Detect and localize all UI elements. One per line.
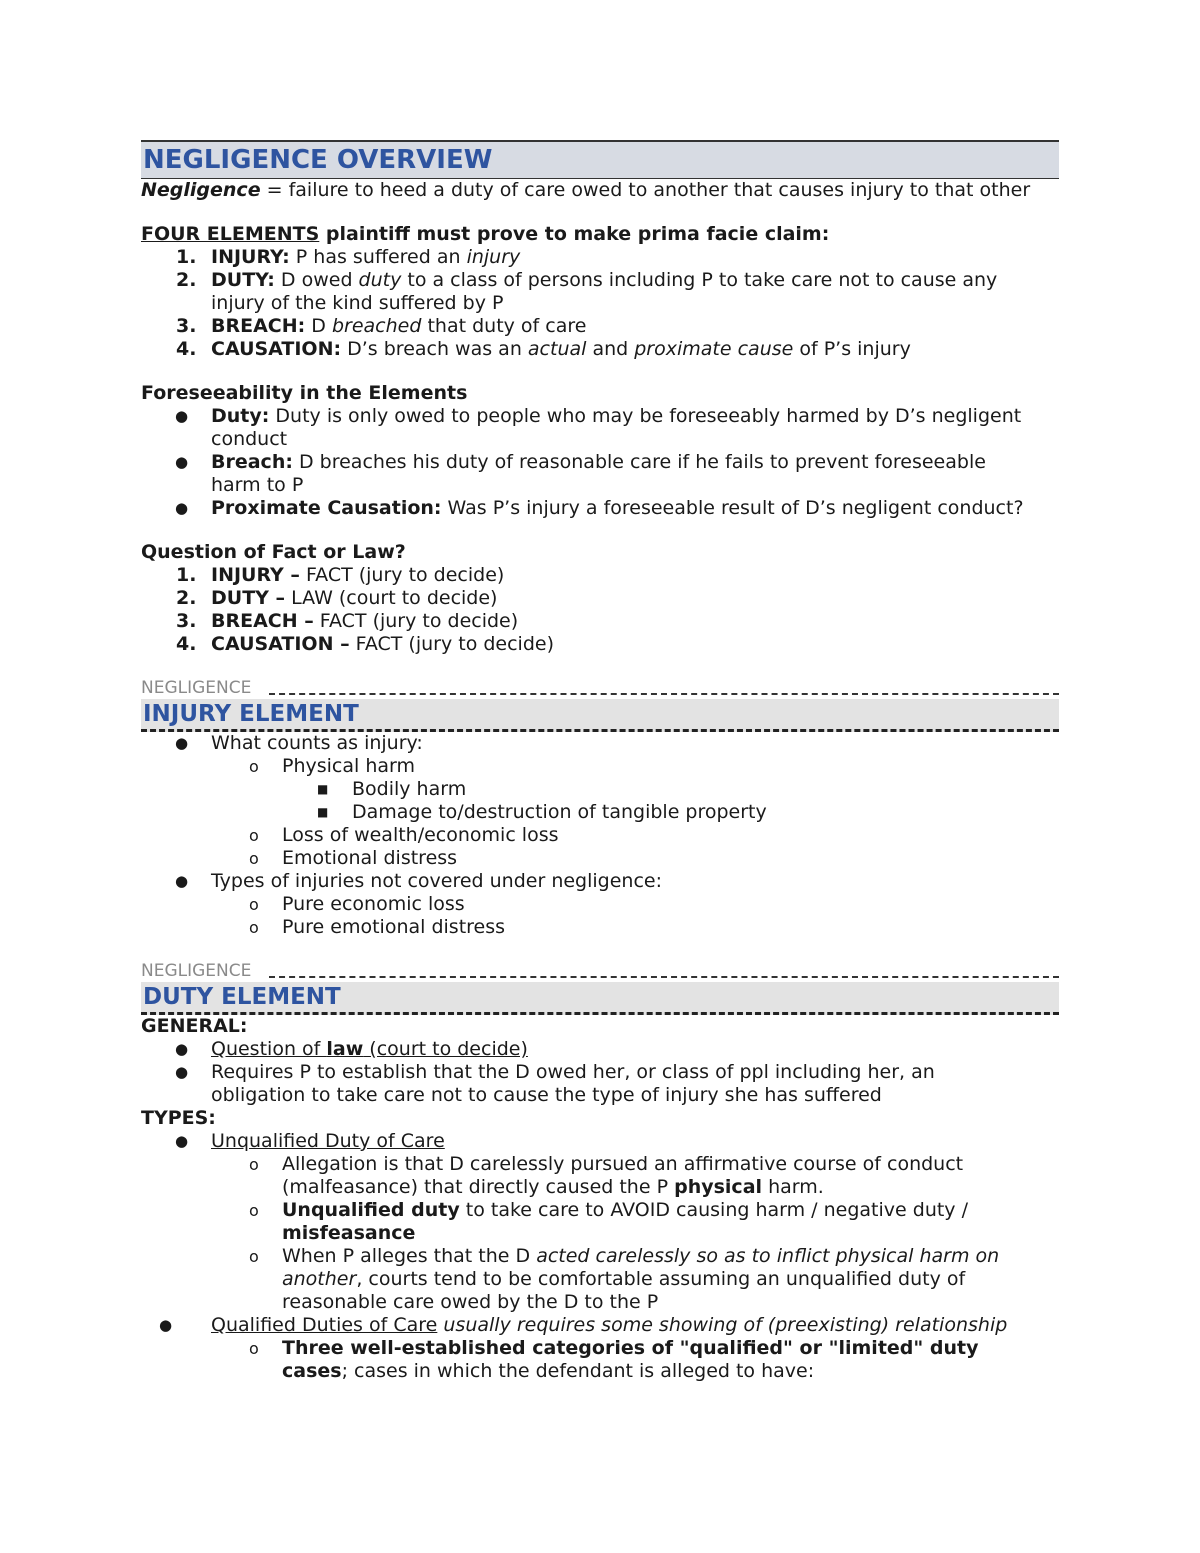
bullet-icon: ●: [175, 499, 189, 517]
document-page: [141, 140, 1059, 1383]
list-item: 1. INJURY: P has suffered an injury: [176, 246, 521, 268]
list-item-continuation: reasonable care owed by the D to the P: [282, 1291, 659, 1313]
list-item-continuation: (malfeasance) that directly caused the P physical harm.: [282, 1176, 824, 1198]
list-item: 4. CAUSATION: D’s breach was an actual and proximate cause of P’s injury: [176, 338, 911, 360]
list-item-continuation: obligation to take care not to cause the type of injury she has suffered: [211, 1084, 882, 1106]
circle-bullet-icon: o: [249, 757, 259, 776]
circle-bullet-icon: o: [249, 826, 259, 845]
circle-bullet-icon: o: [249, 1155, 259, 1174]
section-title-injury: INJURY ELEMENT: [141, 699, 1059, 732]
circle-bullet-icon: o: [249, 849, 259, 868]
negligence-definition: Negligence = failure to heed a duty of care owed to another that causes injury to that other: [141, 179, 1031, 201]
list-item: o Pure emotional distress: [249, 916, 506, 938]
bullet-icon: ●: [175, 1040, 189, 1058]
injury-list: [141, 732, 1059, 939]
square-bullet-icon: ■: [317, 782, 329, 796]
square-bullet-icon: ■: [317, 805, 329, 819]
bullet-icon: ●: [175, 407, 189, 425]
list-item: o Allegation is that D carelessly pursued an affirmative course of conduct: [249, 1153, 964, 1175]
circle-bullet-icon: o: [249, 918, 259, 937]
list-item: ● Proximate Causation: Was P’s injury a foreseeable result of D’s negligent conduct?: [175, 497, 1024, 519]
bullet-icon: ●: [175, 1132, 189, 1150]
list-item: o Unqualified duty to take care to AVOID causing harm / negative duty /: [249, 1199, 968, 1221]
list-item: o Emotional distress: [249, 847, 458, 869]
list-item: ● Question of law (court to decide): [175, 1038, 528, 1060]
list-item: ● Duty: Duty is only owed to people who may be foreseeably harmed by D’s negligent: [175, 405, 1022, 427]
types-list: [141, 1130, 1059, 1383]
list-item: 1. INJURY – FACT (jury to decide): [176, 564, 505, 586]
list-item: ● Qualified Duties of Care usually requires some showing of (preexisting) relationship: [159, 1314, 1008, 1336]
foreseeability-heading: Foreseeability in the Elements: [141, 382, 468, 404]
bullet-icon: ●: [175, 734, 189, 752]
circle-bullet-icon: o: [249, 1339, 259, 1358]
list-item: ● What counts as injury:: [175, 732, 423, 754]
section-label-negligence: NEGLIGENCE: [141, 960, 1059, 982]
list-item: o Pure economic loss: [249, 893, 465, 915]
bullet-icon: ●: [159, 1316, 173, 1334]
list-item: o Three well-established categories of "qualified" or "limited" duty: [249, 1337, 979, 1359]
bullet-icon: ●: [175, 872, 189, 890]
general-heading: GENERAL:: [141, 1015, 248, 1037]
list-item: 2. DUTY: D owed duty to a class of persons including P to take care not to cause any: [176, 269, 998, 291]
four-elements-list: [141, 246, 1059, 361]
list-item: 3. BREACH – FACT (jury to decide): [176, 610, 519, 632]
list-item: ● Unqualified Duty of Care: [175, 1130, 445, 1152]
list-item: ● Breach: D breaches his duty of reasonable care if he fails to prevent foreseeable: [175, 451, 986, 473]
list-item-continuation: conduct: [211, 428, 288, 450]
fact-or-law-list: [141, 564, 1059, 656]
circle-bullet-icon: o: [249, 1247, 259, 1266]
list-item-continuation: misfeasance: [282, 1222, 416, 1244]
types-heading: TYPES:: [141, 1107, 216, 1129]
list-item: 4. CAUSATION – FACT (jury to decide): [176, 633, 554, 655]
list-item: ■ Damage to/destruction of tangible property: [317, 801, 767, 823]
list-item: 3. BREACH: D breached that duty of care: [176, 315, 587, 337]
circle-bullet-icon: o: [249, 1201, 259, 1220]
list-item: ■ Bodily harm: [317, 778, 467, 800]
list-item-continuation: injury of the kind suffered by P: [211, 292, 504, 314]
section-label-negligence: NEGLIGENCE: [141, 677, 1059, 699]
section-title-duty: DUTY ELEMENT: [141, 982, 1059, 1015]
bullet-icon: ●: [175, 1063, 189, 1081]
list-item-continuation: cases; cases in which the defendant is alleged to have:: [282, 1360, 815, 1382]
four-elements-heading: FOUR ELEMENTS plaintiff must prove to make prima facie claim:: [141, 223, 830, 245]
foreseeability-list: [141, 405, 1059, 520]
list-item: o Loss of wealth/economic loss: [249, 824, 559, 846]
bullet-icon: ●: [175, 453, 189, 471]
list-item-continuation: another, courts tend to be comfortable assuming an unqualified duty of: [282, 1268, 966, 1290]
general-list: [141, 1038, 1059, 1107]
list-item-continuation: harm to P: [211, 474, 304, 496]
list-item: ● Types of injuries not covered under negligence:: [175, 870, 662, 892]
fact-or-law-heading: Question of Fact or Law?: [141, 541, 406, 563]
list-item: ● Requires P to establish that the D owed her, or class of ppl including her, an: [175, 1061, 935, 1083]
list-item: 2. DUTY – LAW (court to decide): [176, 587, 498, 609]
circle-bullet-icon: o: [249, 895, 259, 914]
list-item: o When P alleges that the D acted carelessly so as to inflict physical harm on: [249, 1245, 1000, 1267]
section-title-overview: NEGLIGENCE OVERVIEW: [141, 140, 1059, 179]
list-item: o Physical harm: [249, 755, 415, 777]
